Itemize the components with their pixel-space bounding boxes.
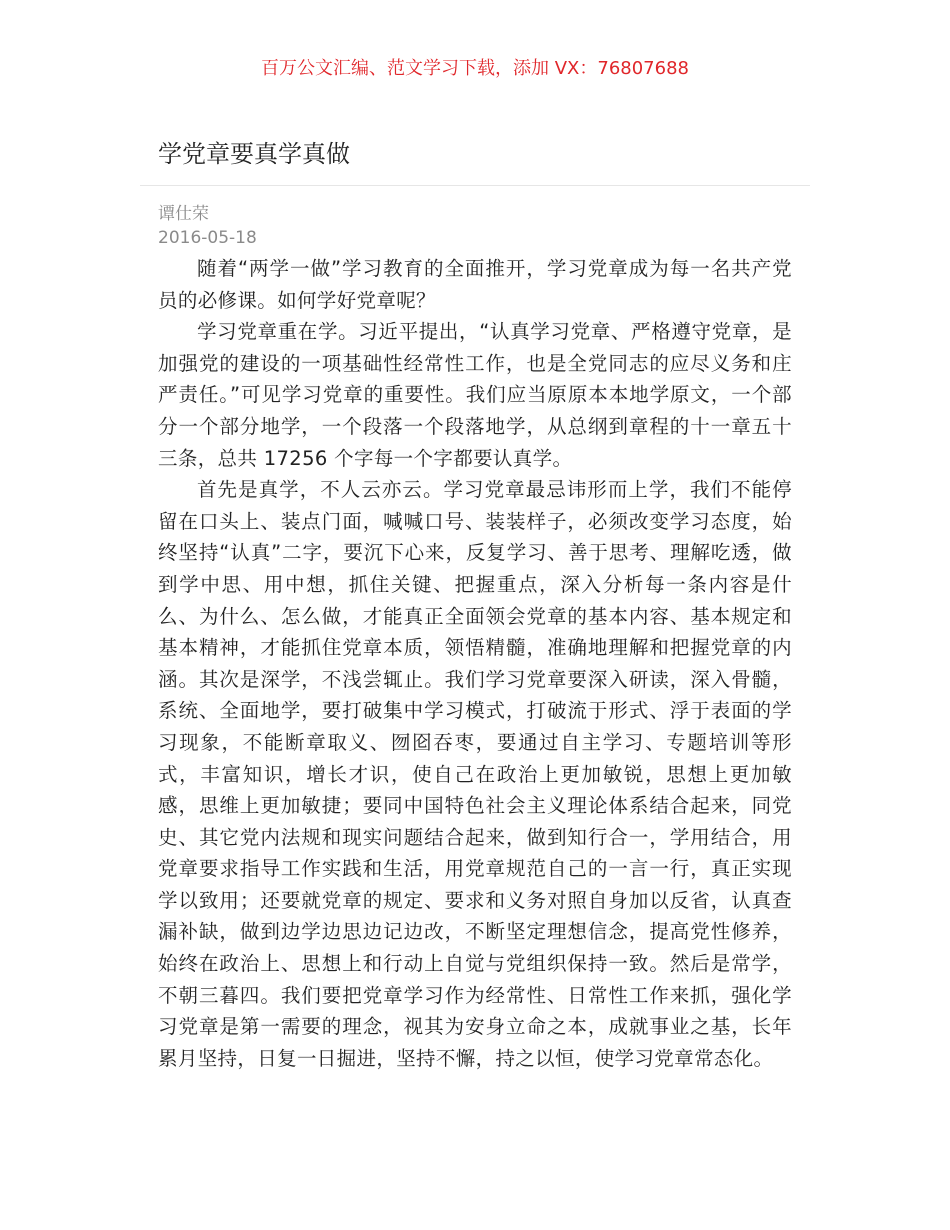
paragraph-study-focus: 学习党章重在学。习近平提出，“认真学习党章、严格遵守党章，是加强党的建设的一项基础性经常性工作，也是全党同志的应尽义务和庄严责任。”可见学习党章的重要性。我们应当原原本本地学原文，一个部分一个部分地学，一个段落一个段落地学，从总纲到章程的十一章五十三条，总共 17256 个字每一个字都要认真学。 xyxy=(158,320,792,470)
promo-banner: 百万公文汇编、范文学习下载，添加 VX：76807688 xyxy=(261,58,689,79)
article-author: 谭仕荣 xyxy=(158,204,209,224)
title-divider xyxy=(140,185,810,186)
article-date: 2016-05-18 xyxy=(158,228,257,248)
paragraph-intro: 随着“两学一做”学习教育的全面推开，学习党章成为每一名共产党员的必修课。如何学好党章呢？ xyxy=(158,257,792,312)
paragraph-study-methods: 首先是真学，不人云亦云。学习党章最忌讳形而上学，我们不能停留在口头上、装点门面，喊喊口号、装装样子，必须改变学习态度，始终坚持“认真”二字，要沉下心来，反复学习、善于思考、理解吃透，做到学中思、用中想，抓住关键、把握重点，深入分析每一条内容是什么、为什么、怎么做，才能真正全面领会党章的基本内容、基本规定和基本精神，才能抓住党章本质，领悟精髓，准确地理解和把握党章的内涵。其次是深学，不浅尝辄止。我们学习党章要深入研读，深入骨髓，系统、全面地学，要打破集中学习模式，打破流于形式、浮于表面的学习现象，不能断章取义、囫囵吞枣，要通过自主学习、专题培训等形式，丰富知识，增长才识，使自己在政治上更加敏锐，思想上更加敏感，思维上更加敏捷；要同中国特色社会主义理论体系结合起来，同党史、其它党内法规和现实问题结合起来，做到知行合一，学用结合，用党章要求指导工作实践和生活，用党章规范自己的一言一行，真正实现学以致用；还要就党章的规定、要求和义务对照自身加以反省，认真查漏补缺，做到边学边思边记边改，不断坚定理想信念，提高党性修养，始终在政治上、思想上和行动上自觉与党组织保持一致。然后是常学，不朝三暮四。我们要把党章学习作为经常性、日常性工作来抓，强化学习党章是第一需要的理念，视其为安身立命之本，成就事业之基，长年累月坚持，日复一日掘进，坚持不懈，持之以恒，使学习党章常态化。 xyxy=(158,478,792,1070)
article-body xyxy=(158,253,792,1074)
article-title: 学党章要真学真做 xyxy=(158,140,350,168)
